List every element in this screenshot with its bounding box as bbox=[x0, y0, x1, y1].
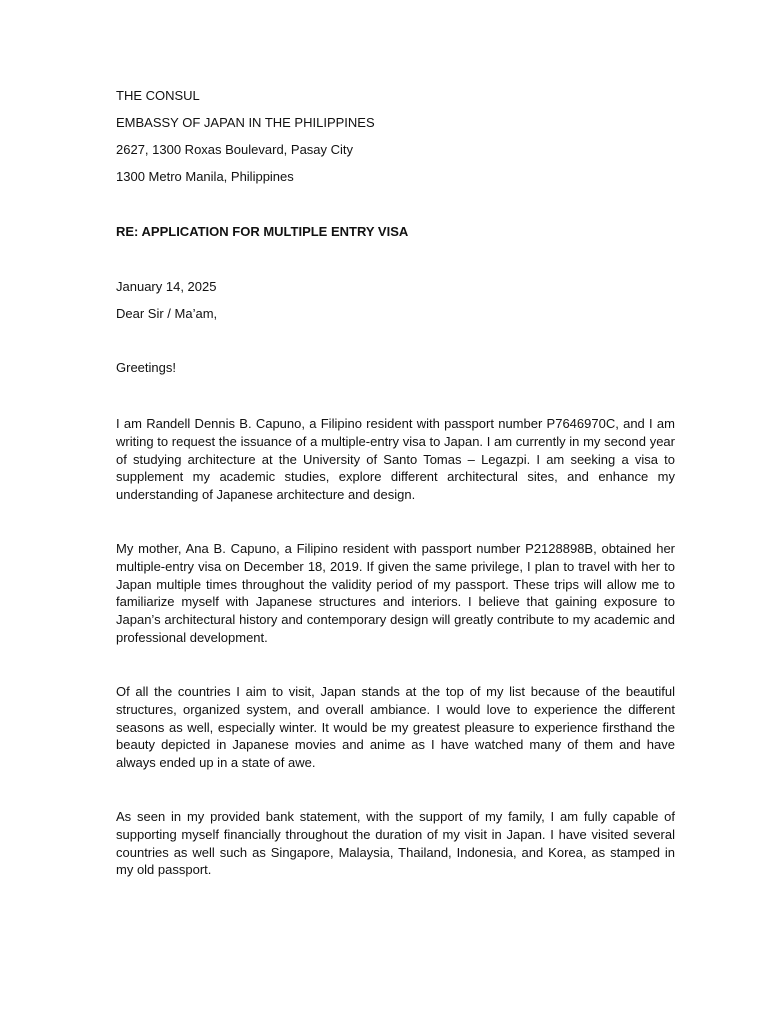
recipient-address-city: 1300 Metro Manila, Philippines bbox=[116, 169, 294, 184]
body-paragraph-4: As seen in my provided bank statement, with the support of my family, I am fully capable of supporting myself financially throughout the duration of my visit in Japan. I have visited several countries as well such as Singapore, Malaysia, Thailand, Indonesia, and Korea, as stamped in my old passport. bbox=[116, 809, 675, 878]
body-paragraph-1: I am Randell Dennis B. Capuno, a Filipino resident with passport number P7646970C, and I am writing to request the issuance of a multiple-entry visa to Japan. I am currently in my second year of studying architecture at the University of Santo Tomas – Legazpi. I am seeking a visa to supplement my academic studies, explore different architectural sites, and enhance my understanding of Japanese architecture and design. bbox=[116, 416, 675, 503]
recipient-embassy: EMBASSY OF JAPAN IN THE PHILIPPINES bbox=[116, 115, 375, 130]
greeting: Greetings! bbox=[116, 360, 176, 375]
subject-line: RE: APPLICATION FOR MULTIPLE ENTRY VISA bbox=[116, 224, 409, 239]
letter-date: January 14, 2025 bbox=[116, 279, 217, 294]
recipient-address-street: 2627, 1300 Roxas Boulevard, Pasay City bbox=[116, 142, 354, 157]
body-paragraph-2: My mother, Ana B. Capuno, a Filipino resident with passport number P2128898B, obtained her multiple-entry visa on December 18, 2019. If given the same privilege, I plan to travel with her to Japan multiple times throughout the validity period of my passport. These trips will allow me to familiarize myself with Japanese structures and interiors. I believe that gaining exposure to Japan’s architectural history and contemporary design will greatly contribute to my academic and professional development. bbox=[116, 541, 675, 645]
recipient-title: THE CONSUL bbox=[116, 88, 200, 103]
salutation: Dear Sir / Ma’am, bbox=[116, 306, 218, 321]
body-paragraph-3: Of all the countries I aim to visit, Japan stands at the top of my list because of the beautiful structures, organized system, and overall ambiance. I would love to experience the different seasons as well, especially winter. It would be my greatest pleasure to experience firsthand the beauty depicted in Japanese movies and anime as I have watched many of them and have always ended up in a state of awe. bbox=[116, 684, 675, 771]
